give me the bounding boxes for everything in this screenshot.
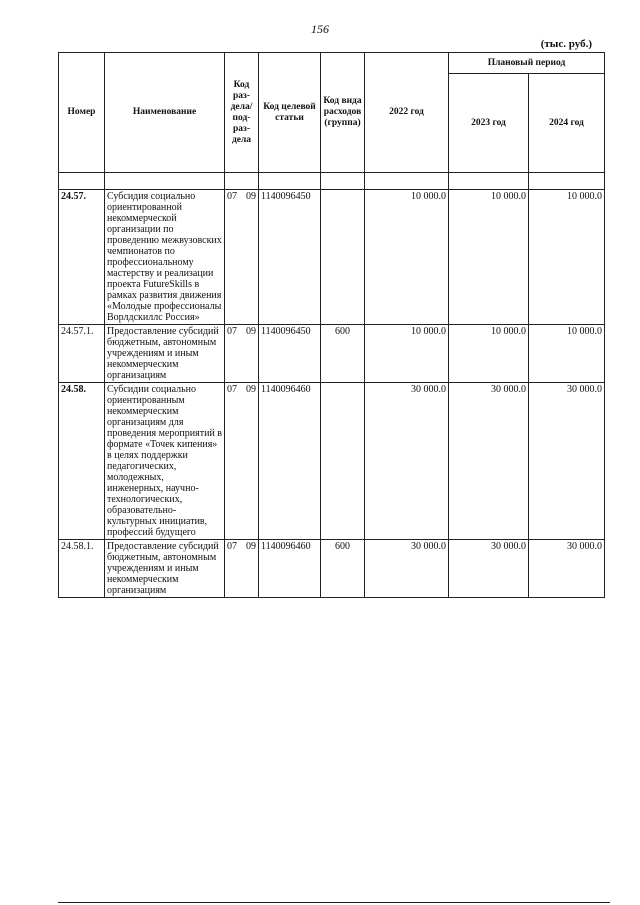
row-number: 24.58.	[59, 383, 105, 540]
header-2024: 2024 год	[529, 74, 605, 173]
row-section	[225, 383, 259, 540]
row-2023: 10 000.0	[449, 325, 529, 383]
row-section	[225, 190, 259, 325]
table-row	[59, 190, 605, 325]
row-expense: 600	[321, 540, 365, 598]
row-2023: 10 000.0	[449, 190, 529, 325]
row-2023: 30 000.0	[449, 540, 529, 598]
row-name: Субсидии социально ориентированным некоммерческим организациям для проведения мероприятий в формате «Точек кипения» в целях поддержки педагогических, молодежных, инженерных, научно-технологических, образовательно-культурных инициатив, профессий будущего	[105, 383, 225, 540]
subsection-code: 09	[246, 326, 256, 337]
row-number: 24.57.	[59, 190, 105, 325]
row-2022: 30 000.0	[365, 383, 449, 540]
subsection-code: 09	[246, 384, 256, 395]
budget-table	[58, 52, 605, 598]
table-row	[59, 383, 605, 540]
row-2022: 30 000.0	[365, 540, 449, 598]
subsection-code: 09	[246, 541, 256, 552]
table-row	[59, 540, 605, 598]
row-number: 24.58.1.	[59, 540, 105, 598]
row-target: 1140096450	[259, 190, 321, 325]
section-code: 07	[227, 384, 237, 395]
header-section: Код раз-дела/ под-раз-дела	[225, 53, 259, 173]
section-code: 07	[227, 541, 237, 552]
row-2022: 10 000.0	[365, 325, 449, 383]
table-row	[59, 325, 605, 383]
subsection-code: 09	[246, 191, 256, 202]
header-2022: 2022 год	[365, 53, 449, 173]
row-name: Субсидия социально ориентированной некоммерческой организации по проведению межвузовских чемпионатов по профессиональному мастерству и реализации проекта FutureSkills в рамках развития движения «Молодые профессионалы Ворлдскиллс Россия»	[105, 190, 225, 325]
header-name: Наименование	[105, 53, 225, 173]
page-bottom-rule	[58, 902, 610, 903]
row-target: 1140096450	[259, 325, 321, 383]
row-2023: 30 000.0	[449, 383, 529, 540]
row-2024: 30 000.0	[529, 383, 605, 540]
row-expense: 600	[321, 325, 365, 383]
row-target: 1140096460	[259, 383, 321, 540]
header-target: Код целевой статьи	[259, 53, 321, 173]
row-section	[225, 540, 259, 598]
row-target: 1140096460	[259, 540, 321, 598]
row-2024: 30 000.0	[529, 540, 605, 598]
header-expense: Код вида расходов (группа)	[321, 53, 365, 173]
row-section	[225, 325, 259, 383]
units-label: (тыс. руб.)	[540, 38, 592, 50]
row-expense	[321, 190, 365, 325]
row-2024: 10 000.0	[529, 325, 605, 383]
header-2023: 2023 год	[449, 74, 529, 173]
header-planned: Плановый период	[449, 53, 605, 74]
row-2022: 10 000.0	[365, 190, 449, 325]
row-name: Предоставление субсидий бюджетным, автономным учреждениям и иным некоммерческим организациям	[105, 325, 225, 383]
header-number: Номер	[59, 53, 105, 173]
row-number: 24.57.1.	[59, 325, 105, 383]
section-code: 07	[227, 326, 237, 337]
row-2024: 10 000.0	[529, 190, 605, 325]
page-number: 156	[311, 22, 329, 36]
row-name: Предоставление субсидий бюджетным, автономным учреждениям и иным некоммерческим организациям	[105, 540, 225, 598]
section-code: 07	[227, 191, 237, 202]
row-expense	[321, 383, 365, 540]
